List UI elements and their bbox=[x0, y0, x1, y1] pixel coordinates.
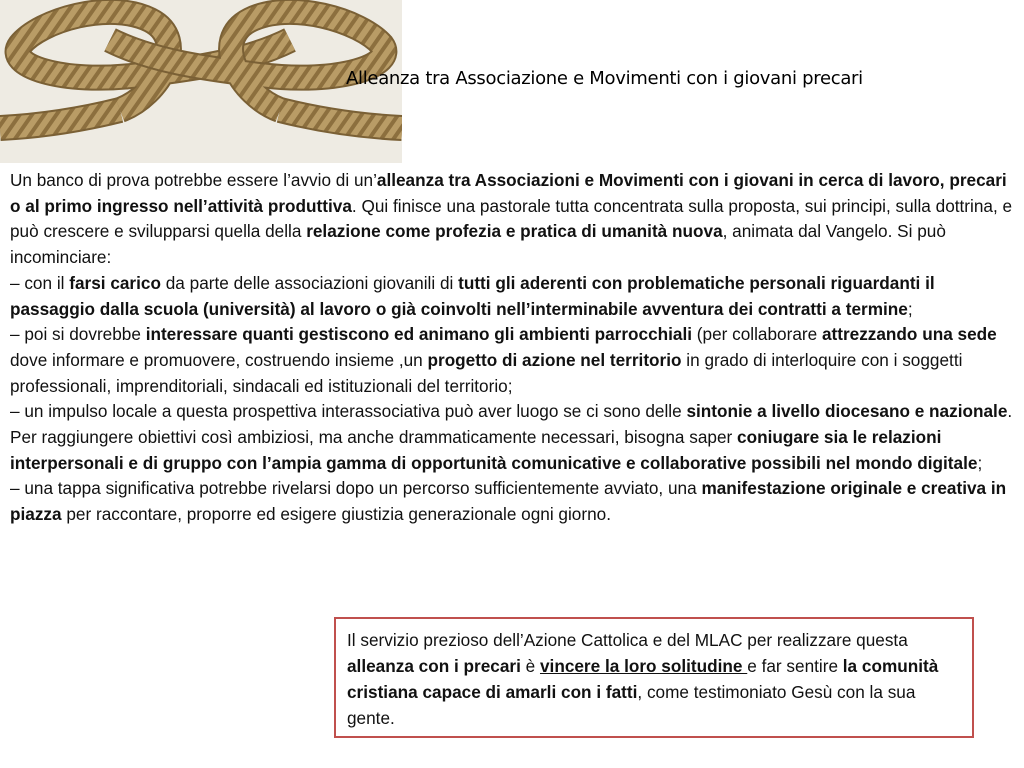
list-item-farsi-carico: – con il farsi carico da parte delle associazioni giovanili di tutti gli aderenti con problematiche personali riguardanti il passaggio dalla scuola (università) al lavoro o già coinvolti nell’interminabile avventura dei contratti a termine; bbox=[10, 272, 935, 319]
list-item-manifestazione: – una tappa significativa potrebbe rivelarsi dopo un percorso sufficientemente avviato, una manifestazione originale e creativa in piazza per raccontare, proporre ed esigere giustizia generazionale ogni giorno. bbox=[10, 478, 1007, 525]
list-item-ambienti-parrocchiali: – poi si dovrebbe interessare quanti gestiscono ed animano gli ambienti parrocchiali (per collaborare attrezzando una sede dove informare e promuovere, costruendo insieme ,un progetto di azione nel territorio in grado di interloquire con i soggetti professionali, imprenditoriali, sindacali ed istituzionali del territorio; bbox=[10, 324, 997, 396]
rope-knot-icon bbox=[0, 0, 402, 163]
rope-knot-image bbox=[0, 0, 402, 163]
callout-box: Il servizio prezioso dell’Azione Cattolica e del MLAC per realizzare questa alleanza con i precari è vincere la loro solitudine e far sentire la comunità cristiana capace di amarli con i fatti, come testimoniato Gesù con la sua gente. bbox=[334, 617, 974, 738]
list-item-sintonie: – un impulso locale a questa prospettiva interassociativa può aver luogo se ci sono delle sintonie a livello diocesano e nazionale. Per raggiungere obiettivi così ambiziosi, ma anche drammaticamente necessari, bisogna saper coniugare sia le relazioni interpersonali e di gruppo con l’ampia gamma di opportunità comunicative e collaborative possibili nel mondo digitale; bbox=[10, 401, 1013, 473]
intro-paragraph: Un banco di prova potrebbe essere l’avvio di un’alleanza tra Associazioni e Movimenti con i giovani in cerca di lavoro, precari o al primo ingresso nell’attività produttiva. Qui finisce una pastorale tutta concentrata sulla proposta, sui principi, sulla dottrina, e può crescere e svilupparsi quella della relazione come profezia e pratica di umanità nuova, animata dal Vangelo. Si può incominciare: bbox=[10, 170, 1013, 268]
slide-title: Alleanza tra Associazione e Movimenti con i giovani precari bbox=[346, 68, 863, 89]
body-text bbox=[10, 168, 1014, 528]
